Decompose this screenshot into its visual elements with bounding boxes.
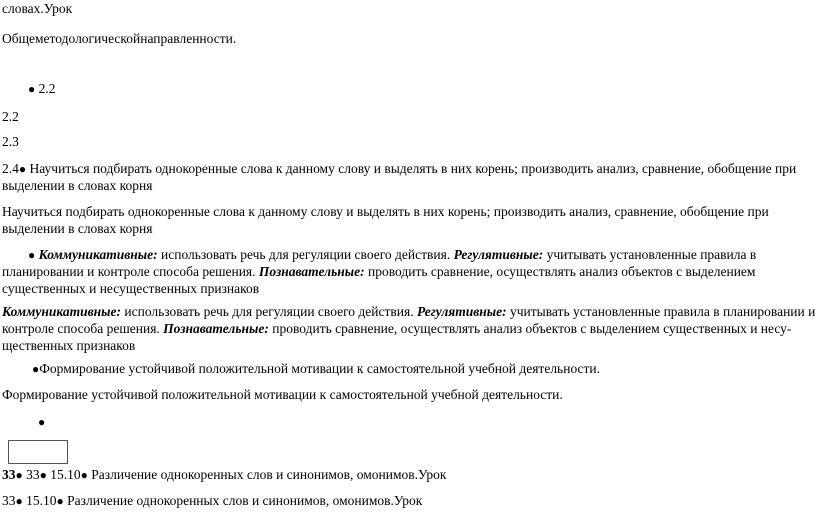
- item-number: 2.3: [2, 134, 19, 149]
- lesson-number: 33: [2, 493, 16, 508]
- lesson-number: 33: [26, 467, 40, 482]
- communicative-text: использовать речь для регуляции своего действия.: [121, 304, 417, 319]
- empty-cell-box: [8, 440, 68, 464]
- lesson-topic: Различение однокоренных слов и синонимов, омонимов.Урок: [63, 493, 423, 508]
- item-number: 2.4: [2, 161, 19, 176]
- cognitive-text: проводить сравнение, осуществлять анализ объектов с выделением существенных и несу-: [268, 321, 792, 336]
- regulative-text-cont: контроле способа решения.: [2, 321, 164, 336]
- empty-bullet: [38, 413, 810, 431]
- cognitive-text: проводить сравнение, осуществлять анализ объектов с выделением: [364, 264, 756, 279]
- bullet-icon: ●: [56, 494, 64, 508]
- regulative-text: учитывать установленные правила в планировании и: [506, 304, 816, 319]
- bullet-item: [28, 80, 810, 98]
- regulative-text-cont: планировании и контроле способа решения.: [2, 264, 259, 279]
- motivation-text: Формирование устойчивой положительной мотивации к самостоятельной учебной деятельности.: [2, 387, 563, 402]
- bullet-icon: ●: [15, 468, 23, 482]
- communicative-label: Коммуникативные:: [2, 304, 122, 319]
- bullet-icon: ●: [28, 248, 36, 262]
- lesson-date: 15.10: [26, 493, 57, 508]
- regulative-label: Регулятивные:: [453, 247, 544, 262]
- goal-text: выделении в словах корня: [2, 221, 153, 236]
- cognitive-label: Познавательные:: [163, 321, 269, 336]
- goal-text: Научиться подбирать однокоренные слова к данному слову и выделять в них корень; производить анализ, сравнение, обобщение при: [2, 204, 769, 219]
- text-line: словах.Урок: [2, 1, 73, 16]
- bullet-icon: ●: [39, 468, 47, 482]
- uud-bullet-line1: [28, 246, 810, 264]
- goal-bullet: [2, 160, 810, 178]
- lesson-topic: Различение однокоренных слов и синонимов, омонимов.Урок: [87, 467, 447, 482]
- lesson-row-bullet: [2, 466, 810, 484]
- uud-bullet-line3: существенных и несущественных признаков: [2, 281, 260, 296]
- lesson-row: [2, 492, 810, 510]
- bullet-icon: ●: [15, 494, 23, 508]
- uud-line3: щественных признаков: [2, 338, 136, 353]
- bullet-icon: ●: [18, 162, 27, 176]
- motivation-bullet: [32, 360, 810, 378]
- uud-bullet-line2: [2, 263, 810, 280]
- regulative-label: Регулятивные:: [416, 304, 507, 319]
- item-number: 2.2: [38, 81, 56, 96]
- uud-line1: [2, 303, 816, 320]
- bullet-icon: ●: [28, 82, 36, 96]
- communicative-label: Коммуникативные:: [38, 247, 158, 262]
- cognitive-label: Познавательные:: [258, 264, 365, 279]
- motivation-text: Формирование устойчивой положительной мотивации к самостоятельной учебной деятельности.: [39, 361, 601, 376]
- lesson-number-bold: 33: [2, 467, 16, 482]
- goal-text-line2: выделении в словах корня: [2, 178, 153, 193]
- bullet-icon: ●: [32, 362, 40, 376]
- goal-text-line1: Научиться подбирать однокоренные слова к данному слову и выделять в них корень; производить анализ, сравнение, обобщение при: [29, 161, 797, 176]
- bullet-icon: ●: [80, 468, 88, 482]
- lesson-date: 15.10: [50, 467, 81, 482]
- regulative-text: учитывать установленные правила в: [543, 247, 757, 262]
- lesson-type: Общеметодологическойнаправленности.: [2, 31, 237, 46]
- bullet-icon: ●: [38, 415, 46, 429]
- item-number: 2.2: [2, 109, 19, 124]
- uud-line2: [2, 320, 810, 337]
- communicative-text: использовать речь для регуляции своего действия.: [157, 247, 454, 262]
